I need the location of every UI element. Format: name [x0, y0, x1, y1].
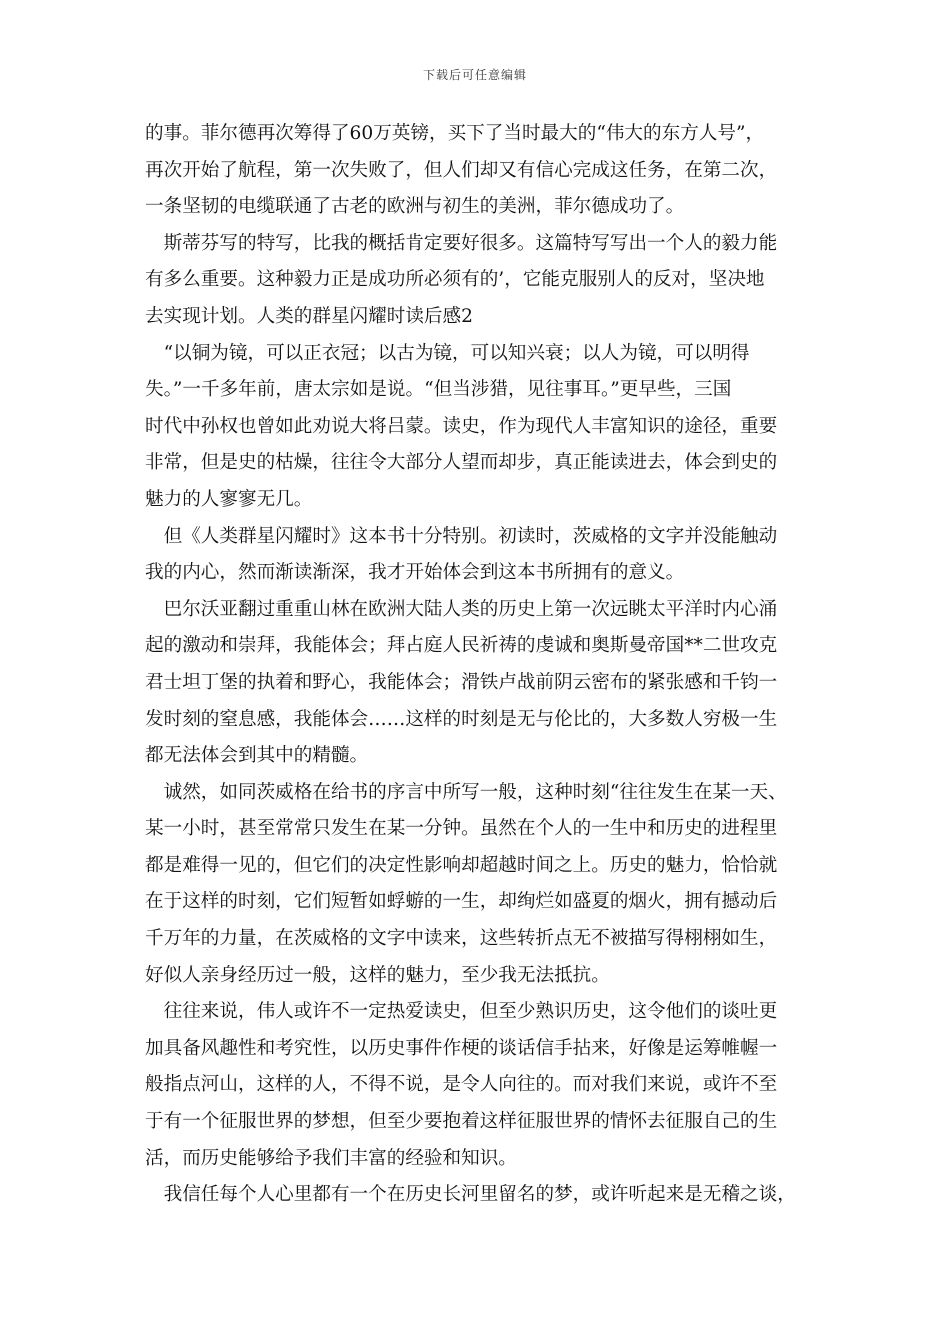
text-line: 时代中孙权也曾如此劝说大将吕蒙。读史，作为现代人丰富知识的途径，重要 — [145, 415, 778, 437]
text-line: 千万年的力量，在茨威格的文字中读来，这些转折点无不被描写得栩栩如生， — [145, 928, 778, 950]
text-line: 往往来说，伟人或许不一定热爱读史，但至少熟识历史，这令他们的谈吐更 — [145, 1001, 778, 1023]
paragraph-8 — [145, 1177, 821, 1214]
paragraph-3 — [145, 336, 821, 519]
text-line: 都无法体会到其中的精髓。 — [145, 745, 369, 767]
paragraph-2 — [145, 226, 821, 336]
text-line: 起的激动和崇拜，我能体会；拜占庭人民祈祷的虔诚和奥斯曼帝国**二世攻克 — [145, 635, 778, 657]
text-line: 君士坦丁堡的执着和野心，我能体会；滑铁卢战前阴云密布的紧张感和千钧一 — [145, 671, 778, 693]
paragraph-1 — [145, 116, 821, 226]
text-line: 失。”一千多年前，唐太宗如是说。“但当涉猎，见往事耳。”更早些，三国 — [145, 379, 732, 401]
paragraph-7 — [145, 994, 821, 1177]
page-header: 下载后可任意编辑 — [422, 68, 527, 82]
text-line: 于有一个征服世界的梦想，但至少要抱着这样征服世界的情怀去征服自己的生 — [145, 1111, 778, 1133]
paragraph-5 — [145, 592, 821, 775]
text-line: “以铜为镜，可以正衣冠；以古为镜，可以知兴衰；以人为镜，可以明得 — [145, 342, 750, 364]
text-line: 有多么重要。这种毅力正是成功所必须有的’，它能克服别人的反对，坚决地 — [145, 269, 765, 291]
text-line: 一条坚韧的电缆联通了古老的欧洲与初生的美洲，菲尔德成功了。 — [145, 196, 685, 218]
text-line: 在于这样的时刻，它们短暂如蜉蝣的一生，却绚烂如盛夏的烟火，拥有撼动后 — [145, 891, 778, 913]
text-line: 活，而历史能够给予我们丰富的经验和知识。 — [145, 1147, 517, 1169]
document-body — [145, 116, 821, 1214]
text-line: 巴尔沃亚翻过重重山林在欧洲大陆人类的历史上第一次远眺太平洋时内心涌 — [145, 598, 778, 620]
text-line: 我的内心，然而渐读渐深，我才开始体会到这本书所拥有的意义。 — [145, 562, 685, 584]
text-line: 再次开始了航程，第一次失败了，但人们却又有信心完成这任务，在第二次， — [145, 159, 778, 181]
text-line: 般指点河山，这样的人，不得不说，是令人向往的。而对我们来说，或许不至 — [145, 1074, 778, 1096]
text-line: 某一小时，甚至常常只发生在某一分钟。虽然在个人的一生中和历史的进程里 — [145, 818, 778, 840]
paragraph-4 — [145, 519, 821, 592]
text-line: 魅力的人寥寥无几。 — [145, 488, 313, 510]
text-line: 斯蒂芬写的特写，比我的概括肯定要好很多。这篇特写写出一个人的毅力能 — [145, 232, 778, 254]
text-line: 去实现计划。人类的群星闪耀时读后感2 — [145, 305, 473, 327]
text-line: 我信任每个人心里都有一个在历史长河里留名的梦，或许听起来是无稽之谈， — [145, 1184, 796, 1206]
text-line: 的事。菲尔德再次筹得了60万英镑，买下了当时最大的“伟大的东方人号”， — [145, 123, 765, 144]
text-line: 发时刻的窒息感，我能体会……这样的时刻是无与伦比的，大多数人穷极一生 — [145, 708, 778, 730]
text-line: 但《人类群星闪耀时》这本书十分特别。初读时，茨威格的文字并没能触动 — [145, 525, 778, 547]
text-line: 都是难得一见的，但它们的决定性影响却超越时间之上。历史的魅力，恰恰就 — [145, 854, 778, 876]
text-line: 加具备风趣性和考究性，以历史事件作梗的谈话信手拈来，好像是运筹帷幄一 — [145, 1037, 778, 1059]
paragraph-6 — [145, 775, 821, 995]
text-line: 诚然，如同茨威格在给书的序言中所写一般，这种时刻“往往发生在某一天、 — [145, 781, 787, 803]
text-line: 好似人亲身经历过一般，这样的魅力，至少我无法抵抗。 — [145, 964, 610, 986]
text-line: 非常，但是史的枯燥，往往令大部分人望而却步，真正能读进去，体会到史的 — [145, 452, 778, 474]
